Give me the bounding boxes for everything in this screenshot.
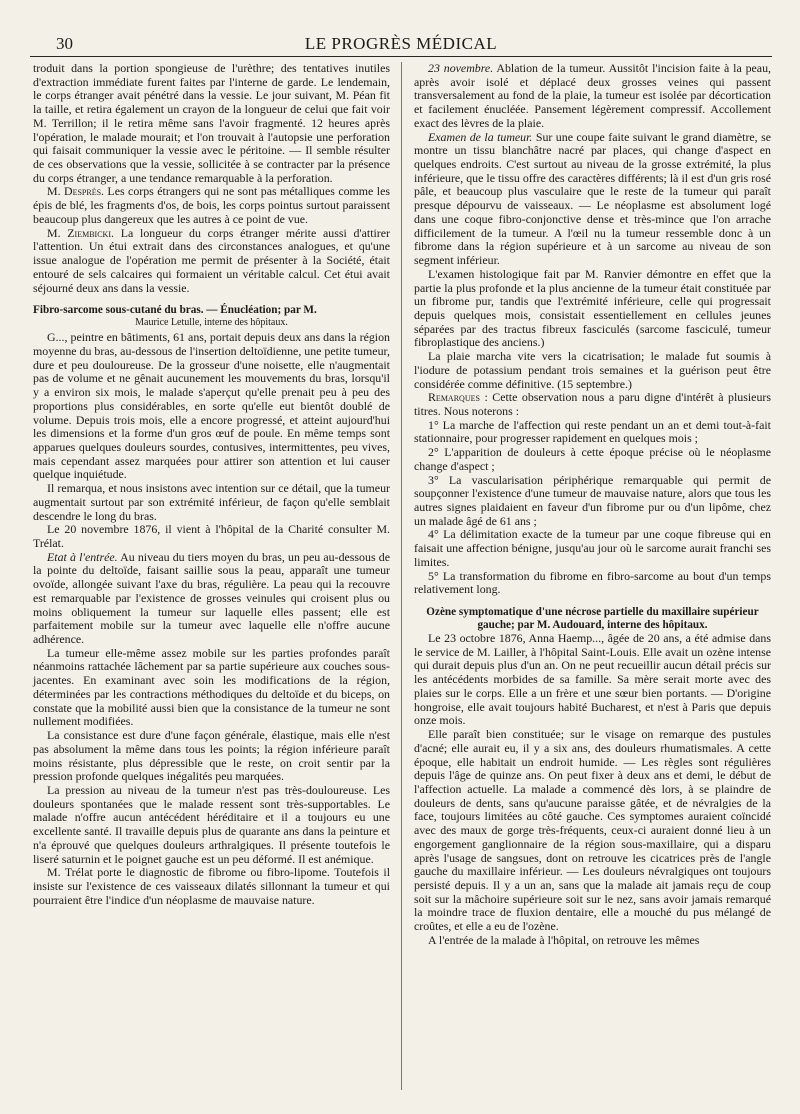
paragraph	[33, 185, 390, 226]
header-rule	[30, 56, 772, 57]
column-divider	[401, 62, 402, 1090]
paragraph	[414, 391, 771, 418]
list-item: 2° L'apparition de douleurs à cette époque précise où le néoplasme change d'aspect ;	[414, 445, 771, 473]
paragraph: La pression au niveau de la tumeur n'est pas très-douloureuse. Les douleurs spontanées que le malade ressent sont très-supportables. Le malade n'offre aucun antécédent héréditaire et il a toujours eu une excellente santé. Il travaille depuis plus de quarante ans dans la peinture et n'a éprouvé que quelques douleurs arthralgiques. Il présente toutefois le liseré saturnin et le poignet gauche est un peu déformé. Il est anémique.	[33, 782, 390, 866]
paragraph	[33, 551, 390, 647]
paragraph: troduit dans la portion spongieuse de l'urèthre; des tentatives inutiles d'extraction immédiate furent faites par l'interne de garde. Le lendemain, le corps étranger avait pénétré dans la vessie. Le jour suivant, M. Péan fit la taille, et retira également un crayon de la longueur de celui que fait voir M. Terrillon; il le retira même sans l'avoir fragmenté. 12 heures après l'opération, le malade mourait; et l'on trouvait à l'autopsie une perforation qui faisait communiquer la vessie avec le péritoine. — Il semble résulter de ces observations que la vessie, sollicitée à se contracter par la présence du corps étranger, a une tendance remarquable à la perforation.	[33, 61, 390, 185]
paragraph: L'examen histologique fait par M. Ranvier démontre en effet que la partie la plus profonde et la plus ancienne de la tumeur était constituée par un fibrome pur, tandis que l'extrémité inférieure, celle qui progressait depuis quelques mois, consistait essentiellement en cellules jeunes séparées par des tractus fibreux fasciculés (sarcome fasciculé, tumeur fibroplastique des anciens.)	[414, 266, 771, 350]
speaker-name: M. Ziembicki.	[47, 225, 114, 240]
paragraph: La tumeur elle-même assez mobile sur les parties profondes paraît néanmoins rattachée lâchement par sa partie supérieure aux couches sous-jacentes. En examinant avec soin les modifications de la région, déterminées par les contractions méthodiques du deltoïde et du biceps, on constate que la mobilité aussi bien que la consistance de la tumeur ne sont nullement modifiées.	[33, 645, 390, 729]
paragraph: Il remarqua, et nous insistons avec intention sur ce détail, que la tumeur augmentait surtout par son extrémité inférieur, de façon qu'elle semblait descendre le long du bras.	[33, 481, 390, 523]
paragraph	[33, 227, 390, 296]
page-number: 30	[56, 34, 73, 53]
section-text: Au niveau du tiers moyen du bras, un peu au-dessous de la pointe du deltoïde, faisant saillie sous la peau, apparaît une tumeur ovoïde, allongée suivant l'axe du bras, régulière. La peau qui la recouvre est remarquable par l'existence de grosses veinules qui croisent plus ou moins obliquement la tumeur sur laquelle elles passent; elle est parfaitement mobile sur la tumeur avec laquelle elle n'offre aucune adhérence.	[33, 549, 390, 647]
journal-title: LE PROGRÈS MÉDICAL	[304, 34, 498, 53]
section-text: Sur une coupe faite suivant le grand diamètre, se montre un tissu blanchâtre nacré par places, qui change d'aspect en quelques endroits. C'est surtout au niveau de la grosse extrémité, la plus inférieure, que le tissu offre des caractères différents; là il est d'un gris rosé pâle, et beaucoup plus vasculaire que le reste de la tumeur qui paraît presque dépourvu de vaisseaux. — Le néoplasme est absolument logé dans une coque fibro-conjonctive dense et très-mince que l'on arrache difficilement de la tumeur. A l'œil nu la tumeur ressemble donc à un fibrome dans la région supérieure et à un sarcome au niveau de son segment inférieur.	[414, 129, 771, 268]
list-item: 5° La transformation du fibrome en fibro-sarcome au bout d'un temps relativement long.	[414, 568, 771, 597]
paragraph	[414, 131, 771, 268]
section-text: Ablation de la tumeur. Aussitôt l'incision faite à la peau, après avoir isolé et déplacé deux grosses veines qui passent transversalement au fond de la plaie, la tumeur est isolée par décortication et facilement énucléée. Pansement légèrement compressif. Accollement exact des lèvres de la plaie.	[414, 61, 772, 130]
article-byline: Maurice Letulle, interne des hôpitaux.	[135, 317, 288, 329]
page-header	[30, 30, 772, 56]
section-label: Etat à l'entrée.	[47, 549, 118, 564]
list-item: 4° La délimitation exacte de la tumeur par une coque fibreuse qui en faisait une affection bénigne, jusqu'au jour où le sarcome aurait franchi ses limites.	[414, 527, 771, 569]
right-column	[414, 62, 771, 948]
speaker-name: M. Després.	[47, 184, 104, 199]
paragraph: M. Trélat porte le diagnostic de fibrome ou fibro-lipome. Toutefois il insiste sur l'existence de ces vaisseaux dilatés sillonnant la tumeur et qui pourraient être l'indice d'un néoplasme de mauvaise nature.	[33, 865, 390, 907]
paragraph: La consistance est dure d'une façon générale, élastique, mais elle n'est pas absolument la même dans tous les points; la région inférieure paraît moins résistante, plus dépressible que le reste, on croit sentir par la pression profonde quelques inégalités peu marquées.	[33, 728, 390, 784]
paragraph: Le 23 octobre 1876, Anna Haemp..., âgée de 20 ans, a été admise dans le service de M. Lailler, à l'hôpital Saint-Louis. Elle avait un ozène intense qui durait depuis plus d'un an. On ne peut recueillir aucun détail précis sur les antécédents morbides de sa famille. Sa mère serait morte avec des plaies sur le corps. Elle a un frère et une sœur bien portants. — D'origine hongroise, elle avait toujours habité Bucharest, et n'est à Paris que depuis onze mois.	[414, 631, 771, 728]
section-text: Cette observation nous a paru digne d'intérêt à plusieurs titres. Nous noterons :	[414, 390, 771, 418]
article-heading: Fibro-sarcome sous-cutané du bras. — Énucléation; par M.	[33, 304, 317, 317]
paragraph	[414, 62, 771, 131]
paragraph: Elle paraît bien constituée; sur le visage on remarque des pustules d'acné; elle aurait eu, il y a six ans, des douleurs rhumatismales. A cette époque, elle habitait un endroit humide. — Les règles sont régulières depuis l'âge de quinze ans. On peut fixer à deux ans et demi, le début de l'affection actuelle. La malade a commencé dès lors, à se plaindre de douleurs de dents, sans qu'aucune paraisse gâtée, et de névralgies de la face, toujours limitées au côté gauche. Ces symptomes auraient coïncidé avec des maux de gorge très-fréquents, ceux-ci auraient donné lieu à un engorgement ganglionnaire de la région sous-maxillaire, qui a disparu après l'usage de sangsues, dont on retrouve les cicatrices près de l'angle gauche du maxillaire inférieur. — Les douleurs névralgiques ont toujours persisté depuis. Il y a un an, sans que la malade ait jamais reçu de coup soit sur la mâchoire supérieure soit sur le nez, sans avoir jamais remarqué la moindre trace de fluxion dentaire, elle a mouché du pus mélangé de croûtes, et elle a eu de l'ozène.	[414, 727, 771, 934]
list-item: 1° La marche de l'affection qui reste pendant un an et demi tout-à-fait stationnaire, pour progresser rapidement en quelques mois ;	[414, 417, 771, 446]
speaker-text: Les corps étrangers qui ne sont pas métalliques comme les épis de blé, les fragments d'os, de bois, les corps pointus surtout paraissent beaucoup plus dangereux que les autres à ce point de vue.	[33, 184, 390, 226]
paragraph: La plaie marcha vite vers la cicatrisation; le malade fut soumis à l'iodure de potassium pendant trois semaines et la guérison peut être considérée comme définitive. (15 septembre.)	[414, 349, 771, 391]
left-column	[33, 62, 390, 907]
paragraph: G..., peintre en bâtiments, 61 ans, portait depuis deux ans dans la région moyenne du bras, au-dessous de l'insertion deltoïdienne, une petite tumeur, dure et peu douloureuse. De la grosseur d'une noisette, elle n'augmentait pas de volume et ne gênait aucunement les mouvements du bras, lorsqu'il y a environ six mois, le malade s'aperçut qu'elle prenait peu à peu des proportions plus considérables, en sorte qu'elle eut bientôt doublé de volume. Depuis trois mois, elle a encore progressé, et atteint aujourd'hui les dimensions et la forme d'un gros œuf de poule. En même temps sont apparues quelques douleurs sourdes, contusives, intermittentes, peu vives, mais cependant assez marquées pour attirer son attention et lui causer quelque inquiétude.	[33, 330, 390, 482]
paragraph: A l'entrée de la malade à l'hôpital, on retrouve les mêmes	[428, 932, 700, 947]
list-item: 3° La vascularisation périphérique remarquable qui permit de soupçonner l'existence d'une tumeur de mauvaise nature, alors que tous les autres signes plaidaient en faveur d'un fibrome pur ou d'un lipôme, chez un malade âgé de 61 ans ;	[414, 472, 771, 528]
section-label: 23 novembre.	[428, 61, 494, 75]
speaker-text: La longueur du corps étranger mérite aussi d'attirer l'attention. Un étui extrait dans des circonstances analogues, et qu'une issue analogue de l'opération me permit de présenter à la Société, était entouré de sels calcaires qui formaient un véritable calcul. Cet étui avait séjourné deux ans dans la vessie.	[33, 225, 391, 295]
article-heading: Ozène symptomatique d'une nécrose partielle du maxillaire supérieur gauche; par M. Audouard, interne des hôpitaux.	[426, 606, 759, 632]
section-label: Remarques :	[428, 390, 488, 405]
paragraph: Le 20 novembre 1876, il vient à l'hôpital de la Charité consulter M. Trélat.	[33, 522, 390, 550]
section-label: Examen de la tumeur.	[428, 129, 533, 144]
